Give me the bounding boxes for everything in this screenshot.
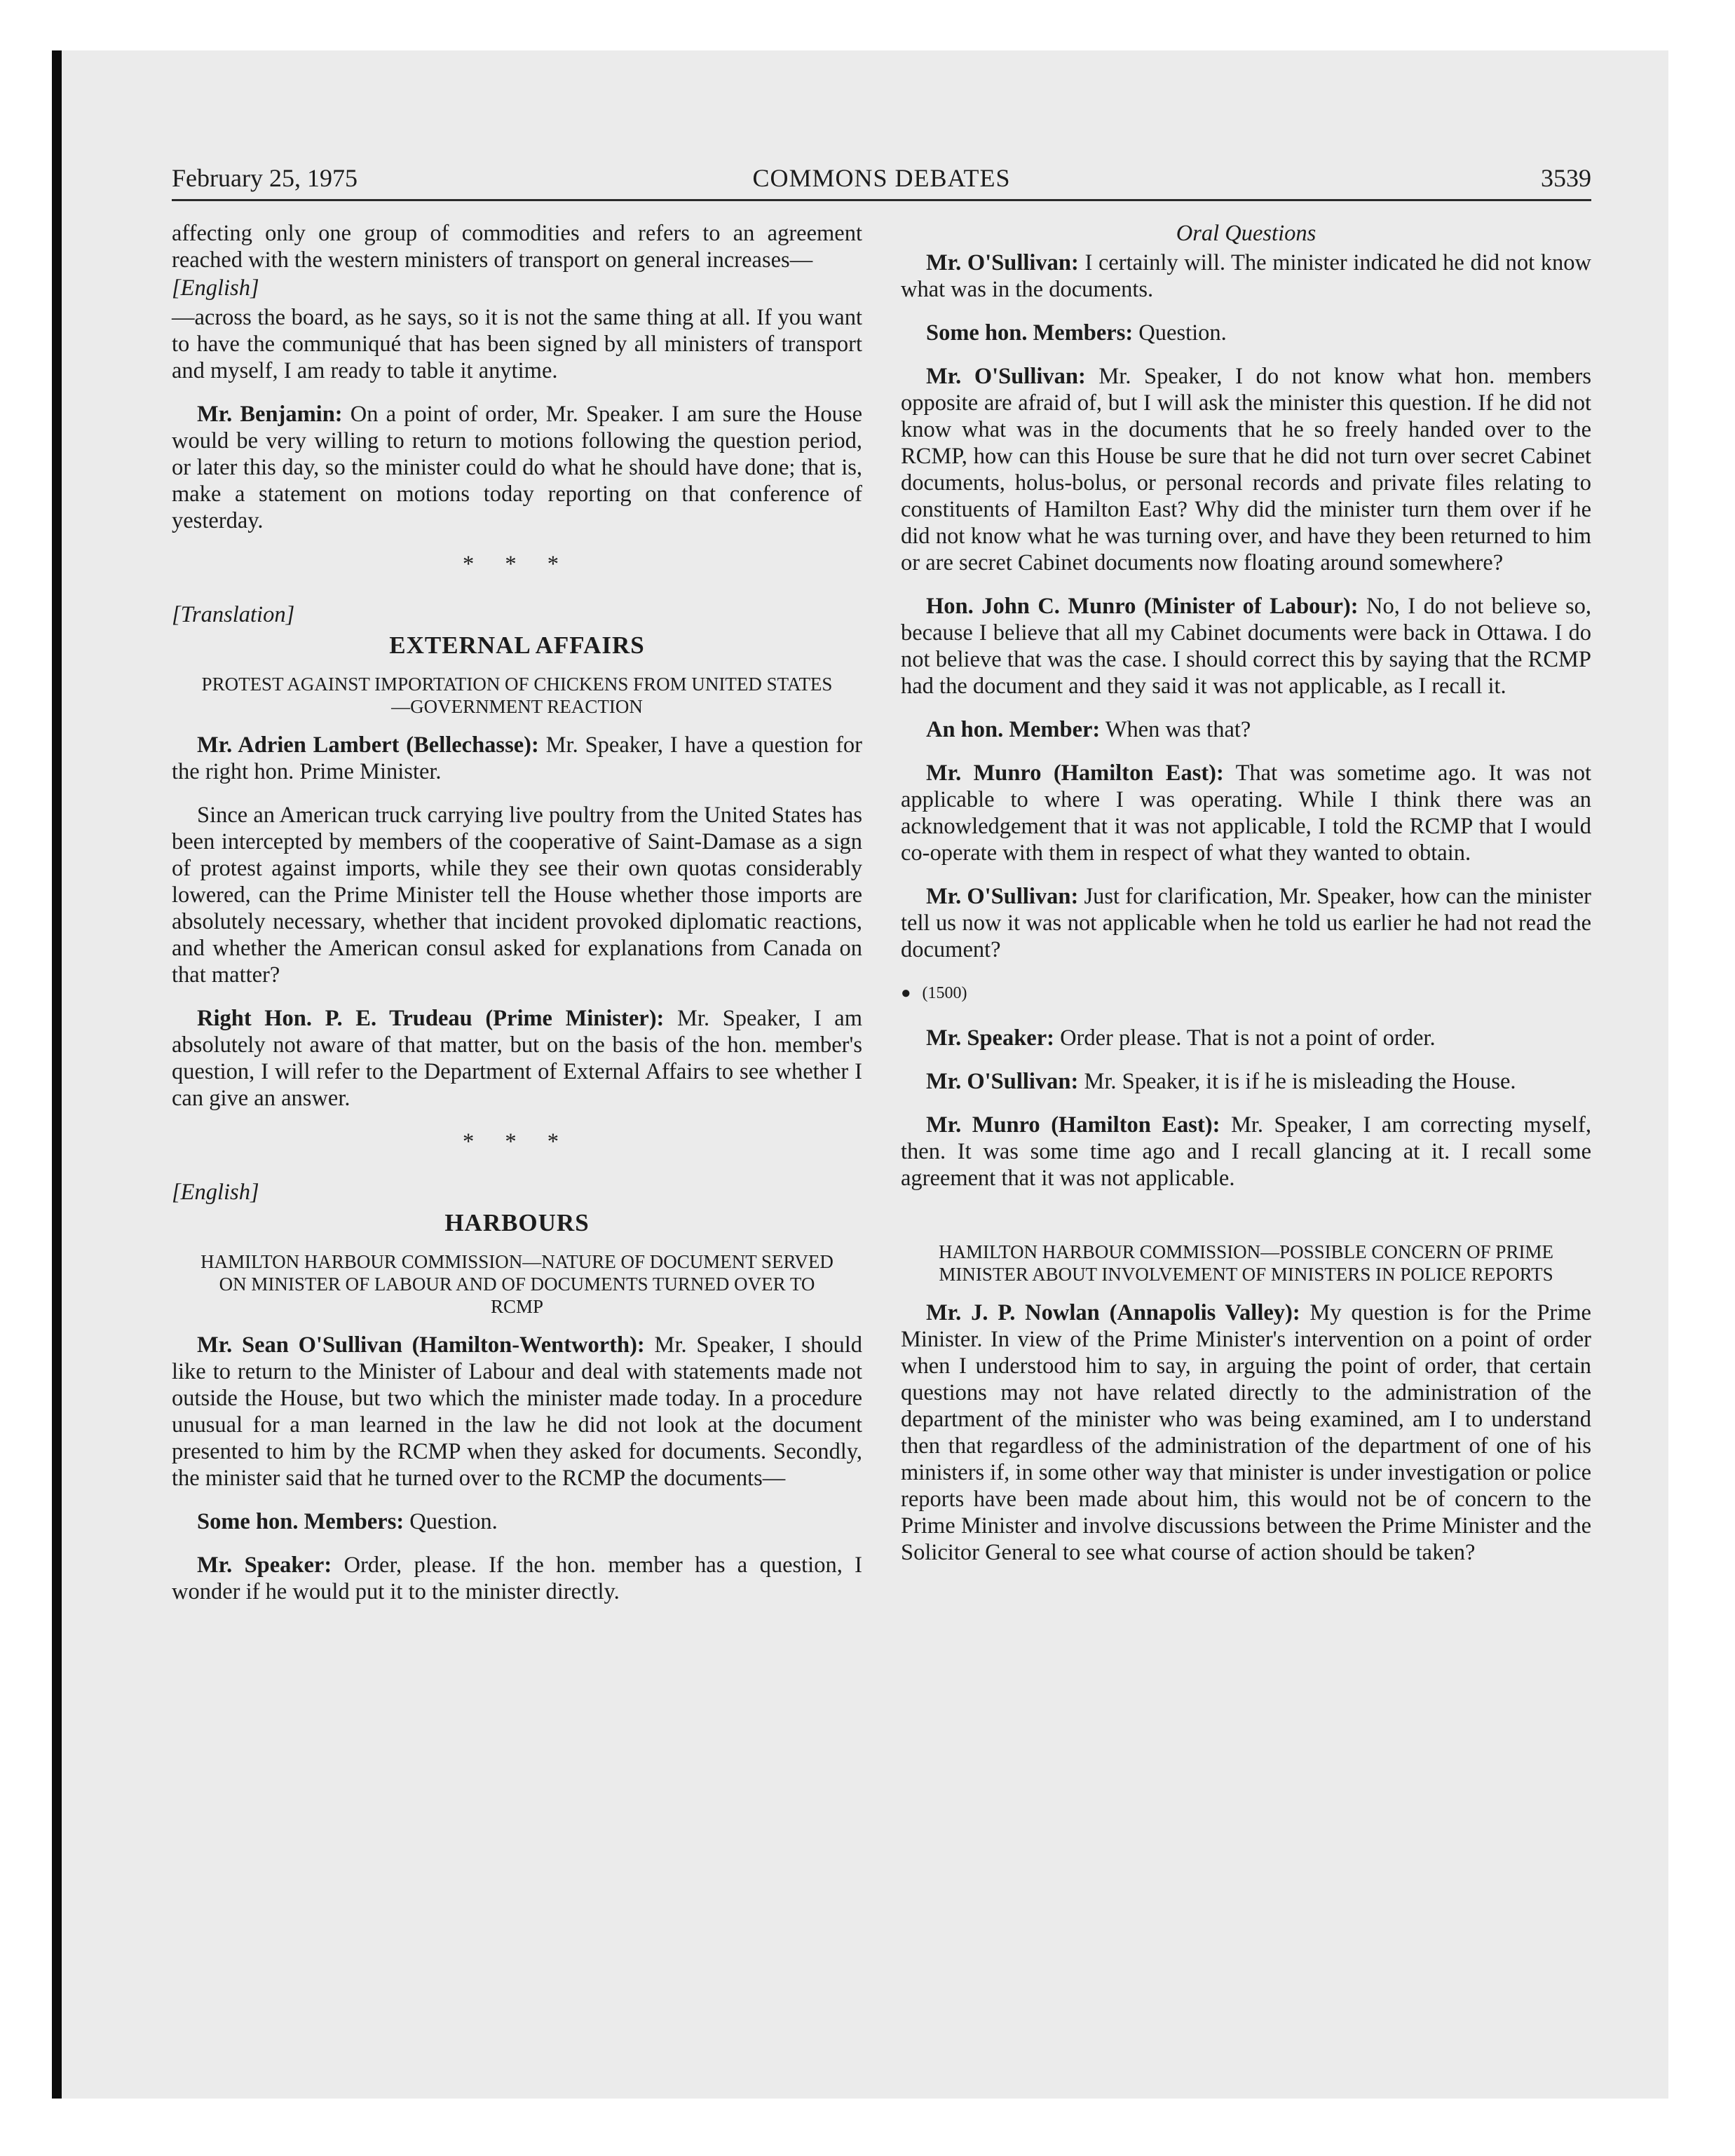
page	[172, 163, 1591, 2069]
paragraph	[172, 1332, 862, 1492]
speaker-name: Mr. O'Sullivan:	[926, 364, 1086, 389]
speaker-name: Right Hon. P. E. Trudeau (Prime Minister):	[197, 1006, 665, 1031]
paragraph	[901, 1112, 1591, 1192]
speech-text: Mr. Speaker, I should like to return to the Minister of Labour and deal with statements made not outside the House, but two which the minister made today. In a procedure unusual for a man learned in the law he did not look at the document presented to him by the RCMP when they asked for documents. Secondly, the minister said that he turned over to the RCMP the documents—	[172, 1332, 862, 1491]
speech-text: No, I do not believe so, because I believe that all my Cabinet documents were back in Ottawa. I do not believe that was the case. I should correct this by saying that the RCMP had the document and they said it was not applicable, as I recall it.	[901, 594, 1591, 699]
speech-text: Mr. Speaker, I do not know what hon. members opposite are afraid of, but I will ask the minister this question. If he did not know what was in the documents that he so freely handed over to the RCMP, how can this House be sure that he did not turn over secret Cabinet documents, holus-bolus, or personal records and private files relating to constituents of Hamilton East? Why did the minister turn them over if he did not know what he was turning over, and have they been returned to him or are secret Cabinet documents now floating around somewhere?	[901, 364, 1591, 575]
time-marker-text: (1500)	[922, 984, 967, 1002]
speaker-name: Mr. Sean O'Sullivan (Hamilton-Wentworth):	[197, 1332, 645, 1358]
speech-text: Just for clarification, Mr. Speaker, how can the minister tell us now it was not applicable when he told us earlier he had not read the document?	[901, 884, 1591, 962]
paragraph: affecting only one group of commodities and refers to an agreement reached with the western ministers of transport on general increases—	[172, 221, 862, 273]
paragraph: —across the board, as he says, so it is not the same thing at all. If you want to have the communiqué that has been signed by all ministers of transport and myself, I am ready to table it anytime.	[172, 305, 862, 383]
speaker-name: Mr. Munro (Hamilton East):	[926, 1112, 1220, 1138]
paragraph	[172, 732, 862, 785]
speech-text: When was that?	[1100, 717, 1251, 742]
section-title: HARBOURS	[444, 1209, 590, 1236]
section-separator: * * *	[463, 552, 571, 577]
paragraph	[172, 1005, 862, 1112]
language-marker: [Translation]	[172, 602, 295, 627]
left-column	[172, 220, 862, 1622]
speech-text: That was sometime ago. It was not applicable to where I was operating. While I think there was an acknowledgement that it was not applicable, I told the RCMP that I would co-operate with them in respect of what they wanted to obtain.	[901, 760, 1591, 866]
section-separator: * * *	[463, 1129, 571, 1154]
speaker-name: Some hon. Members:	[197, 1509, 404, 1534]
speaker-name: Mr. J. P. Nowlan (Annapolis Valley):	[926, 1300, 1300, 1325]
speaker-name: Mr. Adrien Lambert (Bellechasse):	[197, 732, 539, 758]
speech-text: Question.	[404, 1509, 498, 1534]
speaker-name: Mr. O'Sullivan:	[926, 1069, 1079, 1094]
paragraph	[901, 250, 1591, 303]
speech-text: On a point of order, Mr. Speaker. I am sure the House would be very willing to return to motions following the question period, or later this day, so the minister could do what he should have done; that is, make a statement on motions today reporting on that conference of yesterday.	[172, 402, 862, 533]
speaker-name: Mr. Speaker:	[197, 1553, 332, 1578]
paragraph	[901, 760, 1591, 866]
paragraph	[901, 1068, 1591, 1095]
paragraph	[901, 1025, 1591, 1051]
header-title: COMMONS DEBATES	[752, 164, 1011, 192]
language-marker: [English]	[172, 275, 259, 301]
language-marker: [English]	[172, 1180, 259, 1205]
header-date: February 25, 1975	[172, 164, 358, 192]
speaker-name: Mr. Benjamin:	[197, 402, 343, 427]
paragraph: Since an American truck carrying live poultry from the United States has been intercepted by members of the cooperative of Saint-Damase as a sign of protest against imports, while they see their own quotas considerably lowered, can the Prime Minister tell the House whether those imports are absolutely necessary, whether that incident provoked diplomatic reactions, and whether the American consul asked for explanations from Canada on that matter?	[172, 803, 862, 988]
speaker-name: Hon. John C. Munro (Minister of Labour):	[926, 594, 1359, 619]
speech-text: Mr. Speaker, I am absolutely not aware of that matter, but on the basis of the hon. member's question, I will refer to the Department of External Affairs to see whether I can give an answer.	[172, 1006, 862, 1111]
paragraph	[901, 593, 1591, 700]
speech-text: Order please. That is not a point of order.	[1054, 1025, 1436, 1051]
subheading: HAMILTON HARBOUR COMMISSION—NATURE OF DOCUMENT SERVED ON MINISTER OF LABOUR AND OF DOCUMENTS TURNED OVER TO RCMP	[200, 1251, 834, 1317]
header-page-number: 3539	[1541, 164, 1591, 192]
speech-text: My question is for the Prime Minister. In view of the Prime Minister's intervention on a point of order when I understood him to say, in arguing the point of order, that certain questions may not have related directly to the administration of the department of the minister who was being examined, am I to understand then that regardless of the administration of the department of one of his ministers if, in some other way that minister is under investigation or police reports have been made about him, this would not be of concern to the Prime Minister and involve discussions between the Prime Minister and the Solicitor General to see what course of action should be taken?	[901, 1300, 1591, 1565]
speaker-name: Some hon. Members:	[926, 320, 1134, 346]
speech-text: Question.	[1133, 320, 1227, 346]
section-title: EXTERNAL AFFAIRS	[389, 632, 645, 659]
speaker-name: Mr. Munro (Hamilton East):	[926, 760, 1224, 786]
running-head: Oral Questions	[1176, 221, 1316, 246]
speech-text: Order, please. If the hon. member has a question, I wonder if he would put it to the minister directly.	[172, 1553, 862, 1604]
speaker-name: An hon. Member:	[926, 717, 1101, 742]
paragraph	[901, 883, 1591, 963]
subheading: PROTEST AGAINST IMPORTATION OF CHICKENS FROM UNITED STATES—GOVERNMENT REACTION	[201, 674, 833, 717]
right-column	[901, 220, 1591, 1583]
speech-text: I certainly will. The minister indicated he did not know what was in the documents.	[901, 250, 1592, 302]
paragraph	[901, 320, 1591, 346]
speaker-name: Mr. O'Sullivan:	[926, 250, 1079, 275]
paragraph	[172, 401, 862, 534]
paragraph	[901, 363, 1591, 576]
paragraph	[172, 1552, 862, 1605]
paragraph	[172, 1508, 862, 1535]
speech-text: Mr. Speaker, I am correcting myself, then. It was some time ago and I recall glancing at it. I recall some agreement that it was not applicable.	[901, 1112, 1591, 1191]
speaker-name: Mr. Speaker:	[926, 1025, 1054, 1051]
paragraph	[901, 1299, 1591, 1566]
speech-text: Mr. Speaker, it is if he is misleading the House.	[1078, 1069, 1516, 1094]
page-header	[172, 163, 1591, 201]
speech-text: Mr. Speaker, I have a question for the right hon. Prime Minister.	[172, 732, 862, 784]
subheading: HAMILTON HARBOUR COMMISSION—POSSIBLE CONCERN OF PRIME MINISTER ABOUT INVOLVEMENT OF MINISTERS IN POLICE REPORTS	[939, 1241, 1553, 1285]
speaker-name: Mr. O'Sullivan:	[926, 884, 1079, 909]
paragraph	[901, 716, 1591, 743]
time-marker	[901, 980, 1591, 1007]
bullet-icon: ●	[901, 984, 911, 1002]
